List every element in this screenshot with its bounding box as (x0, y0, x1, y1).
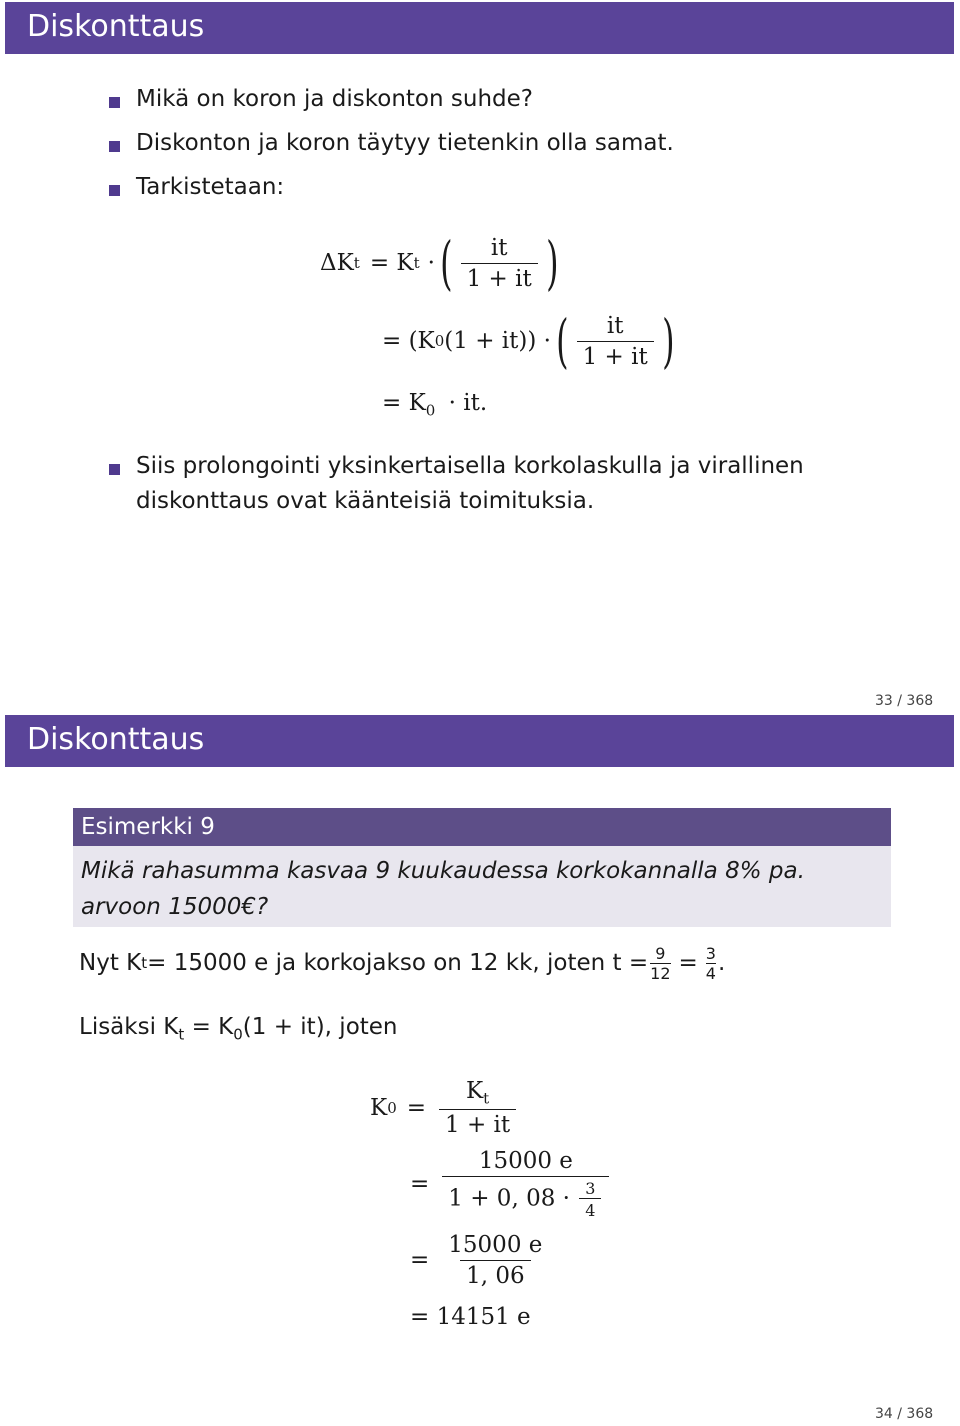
calc-line (410, 1144, 612, 1224)
subscript: t (483, 1089, 490, 1108)
slide-header (5, 715, 954, 767)
equation-line (320, 228, 563, 298)
bullet-icon (109, 141, 120, 152)
denominator: 12 (650, 963, 671, 983)
fraction (577, 313, 654, 370)
denominator: 1 + it (439, 1109, 516, 1138)
right-paren: ) (661, 307, 675, 375)
numerator: it (490, 234, 508, 261)
equals: = (410, 1247, 430, 1273)
fraction (579, 1179, 601, 1220)
bullet-text: Mikä on koron ja diskonton suhde? (136, 86, 533, 112)
denominator: 4 (579, 1198, 601, 1220)
example-question: Mikä rahasumma kasvaa 9 kuukaudessa korkokannalla 8% pa. (81, 858, 805, 884)
left-paren: ( (440, 229, 453, 297)
left-paren: ( (556, 307, 569, 375)
equation-lhs: ΔK (320, 250, 354, 276)
text: = K (184, 1014, 234, 1040)
text: = (678, 950, 698, 976)
slide-header (5, 2, 954, 54)
subscript: t (141, 954, 148, 972)
bullet-icon (109, 464, 120, 475)
equation-rhs: · it. (448, 390, 488, 416)
right-paren: ) (545, 229, 559, 297)
bullet-icon (109, 185, 120, 196)
example-question: arvoon 15000€? (81, 894, 269, 920)
fraction (461, 235, 538, 292)
bullet-text: Siis prolongointi yksinkertaisella korkolaskulla ja virallinen (136, 453, 804, 479)
numerator: 3 (585, 1179, 596, 1198)
text: = 15000 e ja korkojakso on 12 kk, joten t = (147, 950, 649, 976)
fraction (650, 944, 670, 983)
page-number: 33 / 368 (875, 693, 934, 709)
subscript: 0 (387, 1099, 397, 1117)
numerator: 3 (705, 943, 716, 963)
slide-title: Diskonttaus (27, 722, 205, 757)
equation-rhs: (1 + it)) · (444, 328, 551, 354)
example-block-header (73, 808, 891, 846)
denominator-text: 1 + 0, 08 · (448, 1185, 570, 1212)
calc-line (410, 1222, 551, 1298)
example-title: Esimerkki 9 (81, 814, 215, 840)
equation-line (382, 390, 487, 420)
equals: = (410, 1171, 430, 1197)
denominator: 4 (705, 963, 716, 983)
subscript: 0 (425, 401, 436, 420)
denominator: 1 + it (577, 341, 654, 370)
fraction (442, 1148, 609, 1220)
numerator-text: K (465, 1077, 484, 1104)
equation-line (382, 306, 679, 376)
example-block-body (73, 846, 891, 927)
subscript: t (353, 254, 360, 272)
equation-rhs: = (K (382, 328, 435, 354)
fraction (439, 1078, 516, 1139)
denominator (442, 1176, 609, 1220)
calc-line (370, 1068, 519, 1148)
calc-lhs: K (370, 1095, 388, 1121)
text: . (717, 950, 726, 976)
calc-result: = 14151 e (410, 1304, 531, 1330)
numerator: 15000 e (478, 1148, 573, 1174)
page-number: 34 / 368 (875, 1406, 934, 1422)
equals: = (406, 1095, 427, 1121)
subscript: t (178, 1025, 185, 1044)
subscript: 0 (434, 332, 445, 350)
text: Lisäksi K (79, 1014, 179, 1040)
fraction (706, 944, 716, 983)
bullet-text: Diskonton ja koron täytyy tietenkin olla samat. (136, 130, 674, 156)
lisaksi-line (79, 1014, 398, 1044)
numerator: 15000 e (448, 1231, 543, 1258)
text: (1 + it), joten (242, 1014, 398, 1040)
numerator (460, 1078, 495, 1110)
fraction (442, 1232, 548, 1289)
text: Nyt K (79, 950, 142, 976)
subscript: t (413, 254, 420, 272)
denominator: 1, 06 (460, 1260, 531, 1289)
bullet-text: diskonttaus ovat käänteisiä toimituksia. (136, 488, 595, 514)
bullet-text: Tarkistetaan: (136, 174, 285, 200)
subscript: 0 (233, 1025, 243, 1044)
equation-rhs: = K (382, 390, 426, 416)
nyt-line (79, 942, 725, 984)
equation-rhs: = K (369, 250, 414, 276)
denominator: 1 + it (461, 263, 538, 292)
slide-title: Diskonttaus (27, 9, 205, 44)
dot: · (427, 250, 435, 276)
numerator: it (606, 312, 624, 339)
bullet-icon (109, 97, 120, 108)
numerator: 9 (655, 943, 666, 963)
